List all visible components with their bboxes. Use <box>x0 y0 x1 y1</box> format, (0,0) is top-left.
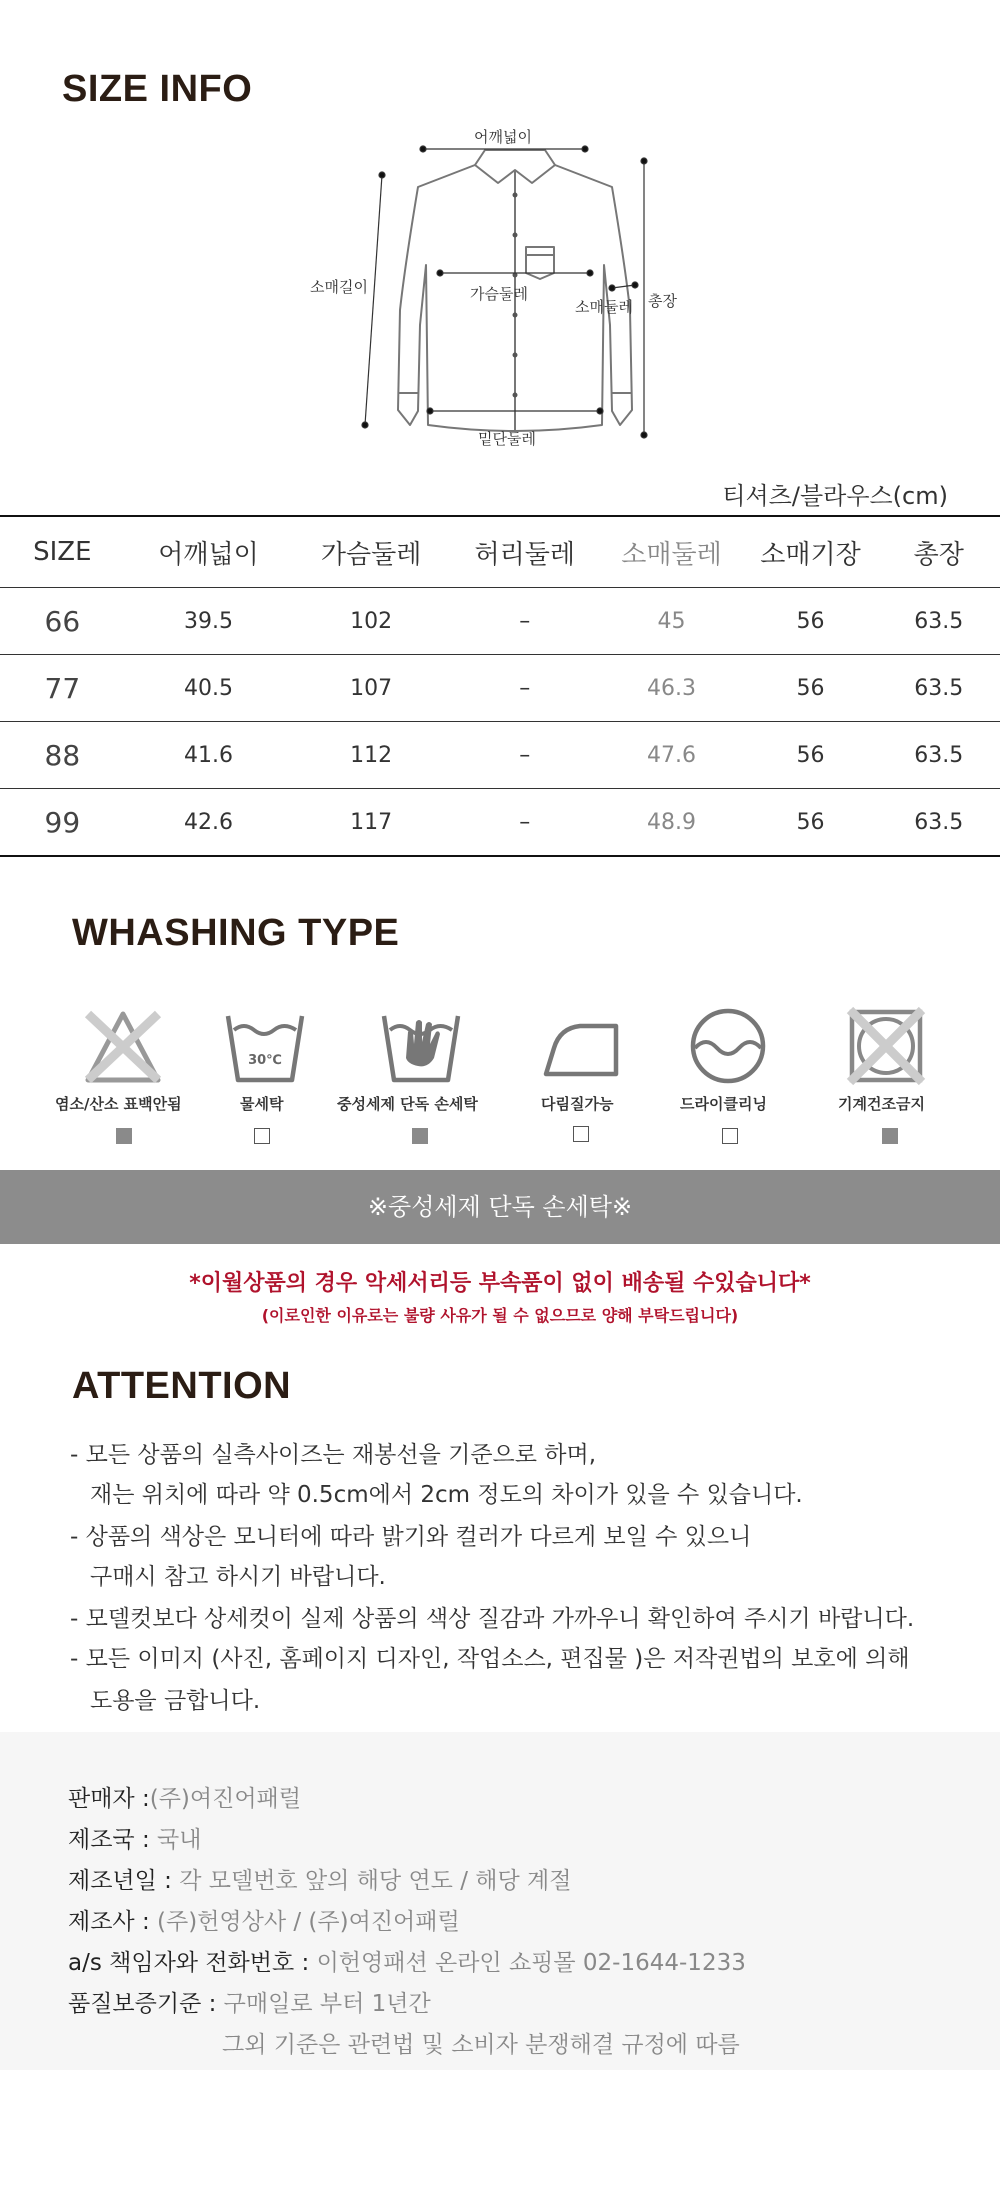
wash-temp: 30℃ <box>248 1053 282 1068</box>
cell-chest: 107 <box>292 655 450 722</box>
attention-line: - 상품의 색상은 모니터에 따라 밝기와 컬러가 다르게 보일 수 있으니 <box>70 1524 752 1550</box>
label-total-length: 총장 <box>648 292 677 310</box>
wash-label-no-bleach: 염소/산소 표백안됨 <box>55 1095 182 1113</box>
machine-wash-30-icon <box>224 1010 306 1084</box>
washing-banner: ※중성세제 단독 손세탁※ <box>0 1170 1000 1244</box>
cell-sleeve-circ: 46.3 <box>599 655 743 722</box>
cell-total-length: 63.5 <box>877 588 1000 655</box>
checkbox-machine-wash <box>254 1128 270 1144</box>
cell-chest: 102 <box>292 588 450 655</box>
cell-total-length: 63.5 <box>877 722 1000 789</box>
table-row <box>0 789 1000 857</box>
col-shoulder: 어깨넓이 <box>125 516 293 588</box>
attention-title: ATTENTION <box>72 1365 292 1407</box>
unit-note: 티셔츠/블라우스(cm) <box>722 482 948 510</box>
info-row-country: 제조국 : 국내 <box>68 1827 202 1853</box>
cell-total-length: 63.5 <box>877 655 1000 722</box>
table-row <box>0 722 1000 789</box>
dry-clean-icon <box>688 1006 768 1086</box>
wash-label-machine: 물세탁 <box>240 1095 284 1113</box>
info-row-date: 제조년일 : 각 모델번호 앞의 해당 연도 / 해당 계절 <box>68 1868 572 1894</box>
attention-line: - 모든 이미지 (사진, 홈페이지 디자인, 작업소스, 편집물 )은 저작권법의 보호에 의해 <box>70 1646 910 1672</box>
cell-total-length: 63.5 <box>877 789 1000 857</box>
hand-wash-icon <box>380 1010 462 1084</box>
wash-label-iron: 다림질가능 <box>541 1095 614 1113</box>
no-bleach-icon <box>82 1008 164 1086</box>
col-size: SIZE <box>0 516 125 588</box>
info-row-as-contact: a/s 책임자와 전화번호 : 이헌영패션 온라인 쇼핑몰 02-1644-1233 <box>68 1950 746 1976</box>
size-table-header <box>0 516 1000 588</box>
notice-line-1: *이월상품의 경우 악세서리등 부속품이 없이 배송될 수있습니다* <box>189 1271 811 1296</box>
cell-sleeve-circ: 45 <box>599 588 743 655</box>
cell-size: 66 <box>0 588 125 655</box>
cell-shoulder: 42.6 <box>125 789 293 857</box>
col-sleeve-circ: 소매둘레 <box>599 516 743 588</box>
wash-label-no-tumble: 기계건조금지 <box>838 1095 925 1113</box>
col-chest: 가슴둘레 <box>292 516 450 588</box>
checkbox-iron <box>573 1126 589 1142</box>
label-sleeve-length: 소매길이 <box>310 278 368 296</box>
cell-sleeve-circ: 48.9 <box>599 789 743 857</box>
cell-shoulder: 39.5 <box>125 588 293 655</box>
cell-size: 77 <box>0 655 125 722</box>
cell-waist: – <box>450 722 600 789</box>
label-hem: 밑단둘레 <box>478 430 536 448</box>
info-footer: 그외 기준은 관련법 및 소비자 분쟁해결 규정에 따름 <box>222 2032 740 2058</box>
info-row-seller: 판매자 :(주)여진어패럴 <box>68 1786 301 1812</box>
wash-label-hand: 중성세제 단독 손세탁 <box>337 1095 478 1113</box>
cell-sleeve-length: 56 <box>744 789 878 857</box>
attention-line: - 모든 상품의 실측사이즈는 재봉선을 기준으로 하며, <box>70 1442 597 1468</box>
notice-line-2: (이로인한 이유로는 불량 사유가 될 수 없으므로 양해 부탁드립니다) <box>261 1306 739 1325</box>
info-row-warranty: 품질보증기준 : 구매일로 부터 1년간 <box>68 1991 431 2017</box>
cell-waist: – <box>450 655 600 722</box>
no-tumble-dry-icon <box>846 1006 926 1086</box>
cell-chest: 112 <box>292 722 450 789</box>
cell-size: 99 <box>0 789 125 857</box>
washing-title: WHASHING TYPE <box>72 912 400 954</box>
iron-icon <box>540 1010 624 1084</box>
table-row <box>0 588 1000 655</box>
cell-sleeve-circ: 47.6 <box>599 722 743 789</box>
attention-line: 도용을 금합니다. <box>90 1688 261 1714</box>
col-total-length: 총장 <box>877 516 1000 588</box>
cell-size: 88 <box>0 722 125 789</box>
col-sleeve-length: 소매기장 <box>744 516 878 588</box>
cell-shoulder: 41.6 <box>125 722 293 789</box>
checkbox-no-tumble <box>882 1128 898 1144</box>
label-sleeve-circ: 소매둘레 <box>575 298 633 316</box>
cell-waist: – <box>450 789 600 857</box>
checkbox-dry-clean <box>722 1128 738 1144</box>
attention-line: 구매시 참고 하시기 바랍니다. <box>90 1564 386 1590</box>
label-shoulder: 어깨넓이 <box>474 128 532 146</box>
checkbox-no-bleach <box>116 1128 132 1144</box>
col-waist: 허리둘레 <box>450 516 600 588</box>
table-row <box>0 655 1000 722</box>
attention-line: - 모델컷보다 상세컷이 실제 상품의 색상 질감과 가까우니 확인하여 주시기 바랍니다. <box>70 1606 915 1632</box>
checkbox-hand-wash <box>412 1128 428 1144</box>
label-chest: 가슴둘레 <box>470 285 528 303</box>
size-info-title: SIZE INFO <box>62 68 253 110</box>
cell-sleeve-length: 56 <box>744 655 878 722</box>
cell-shoulder: 40.5 <box>125 655 293 722</box>
wash-label-dry-clean: 드라이클리닝 <box>680 1095 767 1113</box>
info-row-manufacturer: 제조사 : (주)헌영상사 / (주)여진어패럴 <box>68 1909 460 1935</box>
cell-chest: 117 <box>292 789 450 857</box>
size-table <box>0 515 1000 857</box>
attention-line: 재는 위치에 따라 약 0.5cm에서 2cm 정도의 차이가 있을 수 있습니다. <box>90 1482 803 1508</box>
cell-sleeve-length: 56 <box>744 722 878 789</box>
cell-waist: – <box>450 588 600 655</box>
cell-sleeve-length: 56 <box>744 588 878 655</box>
